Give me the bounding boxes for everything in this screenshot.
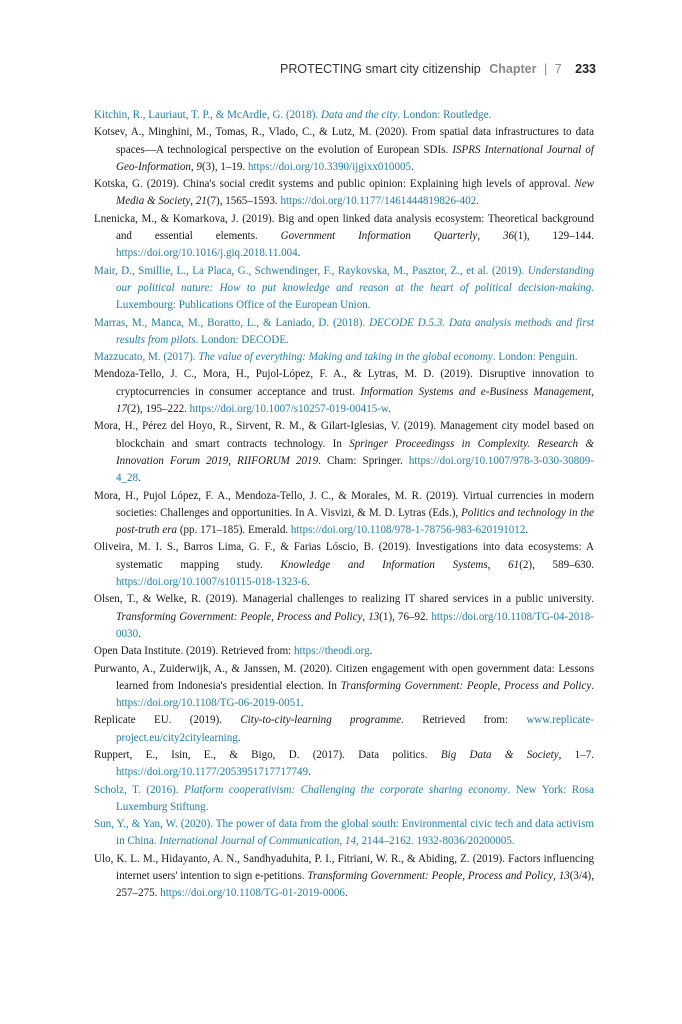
reference-text: Mazzucato, M. (2017). [94,351,199,364]
reference-text: , [339,835,345,848]
reference-italic-text: City-to-city-learning programme [240,714,402,727]
reference-text: , [362,610,369,623]
reference-text: Replicate EU. (2019). [94,714,241,727]
reference-italic-text: New Media & Society [116,178,594,208]
reference-italic-text: Transforming Government: People, Process and Policy [307,870,554,883]
reference-italic-text: Data and the city [320,109,398,121]
reference-italic-text: Government Information Quarterly [280,230,478,243]
reference-text: . [237,731,241,744]
reference-entry [94,349,594,366]
reference-text: . [388,403,391,416]
reference-text: . Retrieved from: [401,714,527,727]
reference-text: . London: Penguin. [492,351,578,364]
reference-entry [94,782,594,817]
reference-text: . [306,576,310,589]
reference-entry [94,366,594,418]
reference-text: . [476,195,479,208]
reference-italic-text: Information Systems and e-Business Management [360,385,592,398]
reference-text: , [487,558,509,571]
reference-entry [94,539,594,591]
reference-text: , [190,160,197,173]
reference-entry [94,418,594,487]
reference-entry [94,107,594,124]
reference-text: , 2144–2162. 1932-8036/20200005. [355,835,515,848]
reference-italic-text: Transforming Government: People, Process and Policy [340,679,592,692]
reference-italic-text: Big Data & Society [440,748,559,761]
reference-entry [94,211,594,263]
reference-italic-text: 9 [196,160,202,173]
doi-link[interactable]: https://doi.org/10.1007/978-3-030-30809-4_28 [116,454,595,485]
reference-text: , [190,195,196,208]
reference-entry [94,591,594,643]
doi-link[interactable]: https://doi.org/10.1007/s10115-018-1323-6 [116,576,307,589]
reference-text: Olsen, T., & Welke, R. (2019). Managerial challenges to realizing IT shared services in a public university. [94,593,594,606]
reference-text: . [411,160,414,173]
reference-italic-text: Transforming Government: People, Process and Policy [116,610,363,623]
page-number: 233 [575,62,596,76]
reference-text: (2), 589–630. [519,558,594,571]
reference-text: , 1–7. [558,748,594,761]
reference-text: . New York: Rosa Luxemburg Stiftung. [116,783,594,813]
reference-italic-text: 14 [344,835,356,848]
reference-text: . [300,697,304,710]
reference-italic-text: DECODE D.5.3. Data analysis methods and first results from pilots [116,316,594,346]
reference-text: , [591,385,594,398]
reference-text: (pp. 171–185). Emerald. [177,524,291,537]
running-header [260,62,596,76]
doi-link[interactable]: https://doi.org/10.1108/TG-06-2019-0051 [116,697,301,710]
chapter-number: 7 [554,62,562,76]
reference-entry [94,124,594,176]
reference-text: Kotska, G. (2019). China's social credit systems and public opinion: Explaining high levels of approval. [94,178,575,191]
reference-text: Marras, M., Manca, M., Boratto, L., & Laniado, D. (2018). [94,316,370,329]
doi-link[interactable]: https://doi.org/10.1108/978-1-78756-983-620191012 [290,524,526,537]
reference-text: Purwanto, A., Zuiderwijk, A., & Janssen, M. (2020). Citizen engagement with open government data: Lessons learned from Indonesia's presidential election. In [94,662,594,692]
reference-italic-text: ISPRS International Journal of Geo-Information [116,143,594,173]
reference-text: . [138,472,141,485]
reference-italic-text: Politics and technology in the post-truth era [116,506,594,537]
reference-text: Kotsev, A., Minghini, M., Tomas, R., Vlado, C., & Lutz, M. (2020). From spatial data infrastructures to data spaces—A technological perspective on the evolution of European SDIs. [94,126,594,156]
reference-entry [94,643,594,660]
reference-entry [94,712,594,747]
reference-text: (3), 1–19. [201,160,248,173]
reference-text: Ulo, K. L. M., Hidayanto, A. N., Sandhyaduhita, P. I., Fitriani, W. R., & Abiding, Z. (2019). Factors influencing internet users' intention to sign e-petitions. [94,852,594,883]
reference-italic-text: 13 [558,870,570,883]
reference-list [94,107,594,903]
reference-italic-text: Knowledge and Information Systems [280,558,488,571]
reference-text: , [553,870,559,883]
doi-link[interactable]: https://doi.org/10.1177/2053951717717749 [116,766,309,779]
reference-text: Ruppert, E., Isin, E., & Bigo, D. (2017). Data politics. [94,748,441,761]
reference-entry [94,315,594,350]
reference-entry [94,263,594,315]
reference-italic-text: Platform cooperativism: Challenging the corporate sharing economy [184,783,508,796]
reference-entry [94,816,594,851]
reference-text: (2), 195–222. [127,403,190,416]
reference-entry [94,851,594,903]
reference-text: Open Data Institute. (2019). Retrieved from: [94,645,295,658]
doi-link[interactable]: https://doi.org/10.1108/TG-04-2018-0030 [116,610,594,640]
doi-link[interactable]: www.replicate-project.eu/city2citylearning [116,714,594,744]
reference-text: Mora, H., Pérez del Hoyo, R., Sirvent, R. M., & Gilart-Iglesias, V. (2019). Management city model based on blockchain and smart contracts technology. In [94,420,594,450]
doi-link[interactable]: https://doi.org/10.1108/TG-01-2019-0006 [160,887,345,900]
reference-text: Sun, Y., & Yan, W. (2020). The power of data from the global south: Environmental civic tech and data activism in China. [94,818,594,848]
reference-text: (1), 76–92. [379,610,432,623]
reference-text: . Luxembourg: Publications Office of the European Union. [116,281,594,312]
doi-link[interactable]: https://doi.org/10.1007/s10257-019-00415-w [189,403,389,416]
reference-italic-text: 13 [368,610,380,623]
reference-text: . Cham: Springer. [318,454,409,467]
reference-entry [94,176,594,211]
reference-entry [94,661,594,713]
reference-text: Oliveira, M. I. S., Barros Lima, G. F., & Farias Lóscio, B. (2019). Investigations into data ecosystems: A systematic mapping study. [94,541,594,571]
reference-text: . [525,524,529,537]
doi-link[interactable]: https://doi.org/10.1016/j.giq.2018.11.004 [116,247,298,260]
reference-text: . London: Routledge. [397,109,492,121]
doi-link[interactable]: https://doi.org/10.3390/ijgixx010005 [247,160,412,173]
reference-italic-text: 61 [508,558,520,571]
reference-text: (1), 129–144. [514,230,594,243]
reference-italic-text: 17 [116,403,128,416]
reference-italic-text: The value of everything: Making and taking in the global economy [198,351,493,364]
reference-entry [94,488,594,540]
reference-text: . [344,887,348,900]
reference-italic-text: 36 [502,230,515,243]
reference-italic-text: Springer Proceedingss in Complexity. Research & Innovation Forum 2019, RIIFORUM 2019 [116,437,595,467]
reference-text: , [477,230,503,243]
doi-link[interactable]: https://doi.org/10.1177/1461444819826-402 [280,195,477,208]
running-title: PROTECTING smart city citizenship [280,62,481,76]
reference-text: Mora, H., Pujol López, F. A., Mendoza-Tello, J. C., & Morales, M. R. (2019). Virtual currencies in modern societies: Challenges and opportunities. In A. Visvizi, & M. D. Lytras (Eds.), [94,489,594,519]
reference-text: (3/4), 257–275. [116,870,594,900]
reference-text: . London: DECODE. [195,333,289,346]
header-separator: | [543,62,548,76]
reference-text: Lnenicka, M., & Komarkova, J. (2019). Big and open linked data analysis ecosystem: Theoretical background and essential elements. [94,212,594,243]
reference-italic-text: 21 [195,195,207,208]
doi-link[interactable]: https://theodi.org [294,645,370,658]
chapter-label: Chapter [489,62,537,76]
reference-entry [94,747,594,782]
reference-text: Mair, D., Smillie, L., La Placa, G., Schwendinger, F., Raykovska, M., Pasztor, Z., et al. (2019). [94,264,528,277]
reference-text: (7), 1565–1593. [206,195,281,208]
reference-text: Scholz, T. (2016). [94,783,185,796]
reference-text: Mendoza-Tello, J. C., Mora, H., Pujol-López, F. A., & Lytras, M. D. (2019). Disruptive innovation to cryptocurrencies in consumer acceptance and trust. [94,368,594,398]
reference-text: . [138,627,141,640]
reference-text: . [297,247,301,260]
reference-italic-text: International Journal of Communication [159,835,340,848]
reference-text: Kitchin, R., Lauriaut, T. P., & McArdle, G. (2018). [94,109,321,121]
reference-text: . [591,679,594,692]
reference-italic-text: Understanding our political nature: How to put knowledge and reason at the heart of political decision-making [116,264,594,294]
reference-text: . [369,645,373,658]
reference-text: . [308,766,311,779]
